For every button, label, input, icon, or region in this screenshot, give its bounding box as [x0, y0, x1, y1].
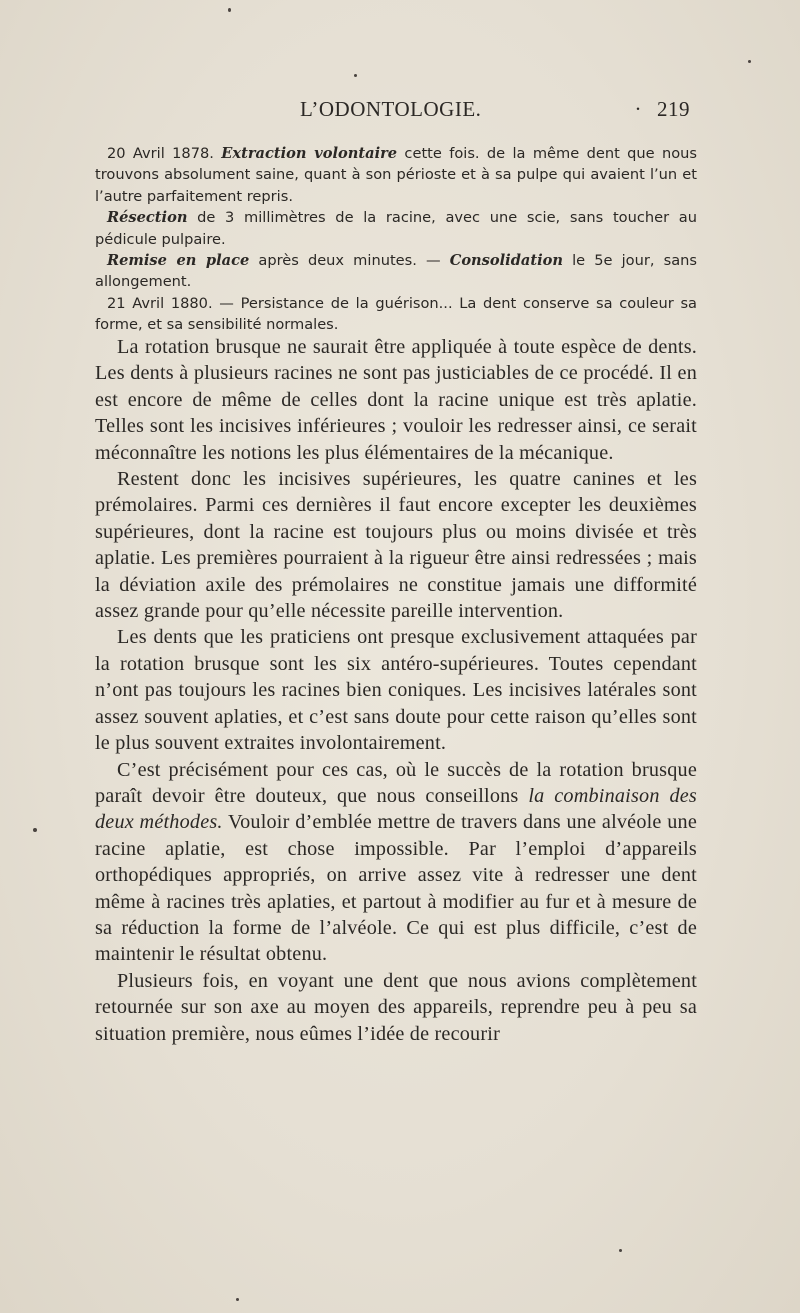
- paper-speck: [228, 8, 231, 12]
- paragraph: [95, 757, 697, 968]
- emphasis: la combinaison des deux méthodes.: [95, 784, 697, 834]
- header-dot: ·: [634, 97, 642, 121]
- note-text: le 5e jour, sans allongement.: [95, 252, 697, 291]
- paragraph-text: C’est précisément pour ces cas, où le succès de la rotation brusque paraît devoir être douteux, que nous conseillons: [95, 758, 697, 807]
- main-text: [95, 334, 697, 1047]
- note-text: de 3 millimètres de la racine, avec une scie, sans toucher au pédicule pulpaire.: [95, 209, 697, 248]
- note-label: Remise en place: [107, 252, 250, 270]
- paragraph-text: Vouloir d’emblée mettre de travers dans une alvéole une racine aplatie, est chose impossible. Par l’emploi d’appareils orthopédiques appropriés, on arrive assez vite à redresser une dent même à racines très aplaties, et partout à modifier au fur et à mesure de sa réduction la forme de l’alvéole. Ce qui est plus difficile, c’est de maintenir le résultat obtenu.: [95, 811, 697, 966]
- note-label: Extraction volontaire: [221, 145, 398, 162]
- paper-speck: [33, 828, 37, 832]
- note-label: Résection: [107, 209, 188, 227]
- paragraph: La rotation brusque ne saurait être appliquée à toute espèce de dents. Les dents à plusieurs racines ne sont pas justiciables de ce procédé. Il en est encore de même de celles dont la racine unique est très aplatie. Telles sont les incisives inférieures ; vouloir les redresser ainsi, ce serait méconnaître les notions les plus élémentaires de la mécanique.: [95, 336, 697, 464]
- paragraph: Plusieurs fois, en voyant une dent que nous avions complètement retournée sur son axe au moyen des appareils, reprendre peu à peu sa situation première, nous eûmes l’idée de recourir: [95, 969, 697, 1045]
- case-notes: [95, 143, 697, 336]
- note-replacement: [95, 250, 697, 293]
- note-followup: [95, 293, 697, 336]
- page-number: 219: [657, 97, 690, 121]
- note-text: après deux minutes. —: [249, 252, 450, 270]
- paper-speck: [619, 1249, 622, 1252]
- paper-speck: [354, 74, 357, 77]
- paper-speck: [748, 60, 751, 63]
- note-date: 20 Avril 1878.: [107, 145, 214, 162]
- paragraph: Restent donc les incisives supérieures, les quatre canines et les prémolaires. Parmi ces dernières il faut encore excepter les deuxièmes supérieures, dont la racine est toujours plus ou moins divisée et très aplatie. Les premières pourraient à la rigueur être ainsi redressées ; mais la déviation axile des prémolaires ne constitue jamais une difformité assez grande pour qu’elle nécessite pareille intervention.: [95, 468, 697, 623]
- note-resection: [95, 207, 697, 250]
- note-text: 21 Avril 1880. — Persistance de la guérison... La dent conserve sa couleur sa forme, et sa sensibilité normales.: [95, 294, 697, 334]
- note-text: cette fois. de la même dent que nous trouvons absolument saine, quant à son périoste et à sa pulpe qui avaient l’un et l’autre parfaitement repris.: [95, 145, 697, 205]
- paragraph: Les dents que les praticiens ont presque exclusivement attaquées par la rotation brusque sont les six antéro-supérieures. Toutes cependant n’ont pas toujours les racines bien coniques. Les incisives latérales sont assez souvent aplaties, et c’est sans doute pour cette raison qu’elles sont le plus souvent extraites involontairement.: [95, 626, 697, 755]
- note-extraction: [95, 143, 697, 207]
- running-title: L’ODONTOLOGIE.: [300, 97, 482, 121]
- note-label: Consolidation: [449, 252, 563, 270]
- paper-speck: [236, 1298, 239, 1301]
- running-header: [100, 97, 690, 127]
